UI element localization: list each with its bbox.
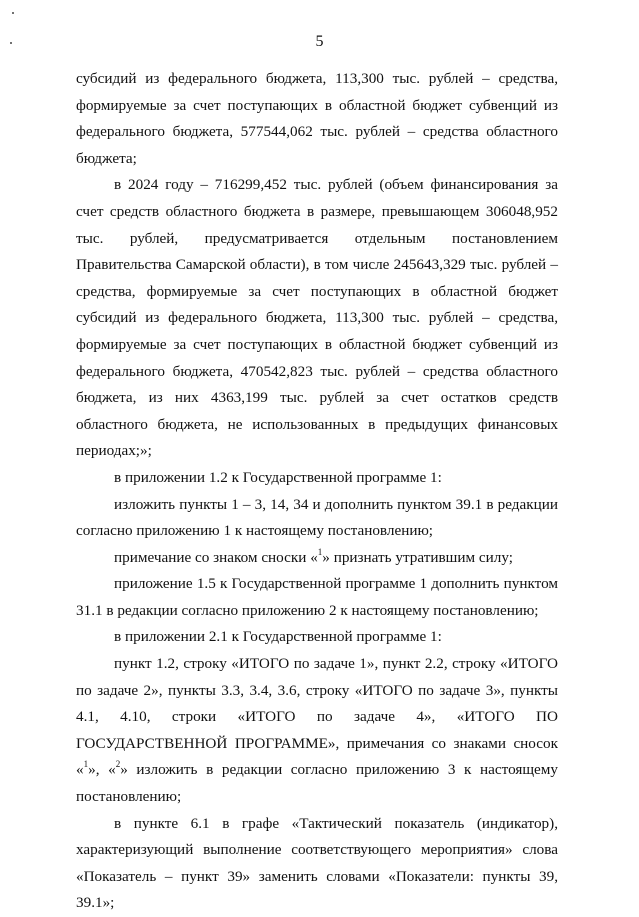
scan-speck <box>12 12 14 14</box>
text-segment: », « <box>88 761 116 779</box>
page-number: 5 <box>315 33 324 50</box>
text-segment: » изложить в редакции согласно приложению 3 к настоящему постановлению; <box>76 761 559 806</box>
paragraph-footnote-note <box>76 545 558 572</box>
paragraph-appendix-2-1: в приложении 2.1 к Государственной программе 1: <box>114 628 442 646</box>
footnote-mark: 1 <box>83 759 89 770</box>
text-segment: пункт 1.2, строку «ИТОГО по задаче 1», пункт 2.2, строку «ИТОГО по задаче 2», пункты 3.3, 3.4, 3.6, строку «ИТОГО по задаче 3», пункты 4.1, 4.10, строки «ИТОГО по задаче 4», «ИТОГО ПО ГОСУДАРСТВЕННОЙ ПРОГРАММЕ», примечания со знаками сносок « <box>76 655 558 779</box>
paragraph-items-itogo <box>76 651 558 811</box>
text-segment: » признать утратившим силу; <box>322 548 513 566</box>
paragraph-appendix-1-2: в приложении 1.2 к Государственной программе 1: <box>114 468 442 486</box>
text-segment: примечание со знаком сноски « <box>114 548 318 566</box>
paragraph-2024-funding: в 2024 году – 716299,452 тыс. рублей (объем финансирования за счет средств областного бюджета в размере, превышающем 306048,952 тыс. рублей, предусматривается отдельным постановлением Правительства Самарской области), в том числе 245643,329 тыс. рублей – средства, формируемые за счет поступающих в областной бюджет субсидий из федерального бюджета, 113,300 тыс. рублей – средства, формируемые за счет поступающих в областной бюджет субвенций из федерального бюджета, 470542,823 тыс. рублей – средства областного бюджета, из них 4363,199 тыс. рублей за счет остатков средств областного бюджета, не использованных в предыдущих финансовых периодах;»; <box>76 176 558 460</box>
paragraph-appendix-1-5: приложение 1.5 к Государственной программе 1 дополнить пунктом 31.1 в редакции согласно приложению 2 к настоящему постановлению; <box>76 575 558 619</box>
paragraph-item-6-1: в пункте 6.1 в графе «Тактический показатель (индикатор), характеризующий выполнение соответствующего мероприятия» слова «Показатель – пункт 39» заменить словами «Показатели: пункты 39, 39.1»; <box>76 814 558 912</box>
document-body <box>76 66 558 917</box>
paragraph-continuation: субсидий из федерального бюджета, 113,300 тыс. рублей – средства, формируемые за счет поступающих в областной бюджет субвенций из федерального бюджета, 577544,062 тыс. рублей – средства областного бюджета; <box>76 70 558 167</box>
footnote-mark: 2 <box>115 759 121 770</box>
paragraph-items-1-3: изложить пункты 1 – 3, 14, 34 и дополнить пунктом 39.1 в редакции согласно приложению 1 к настоящему постановлению; <box>76 495 558 540</box>
footnote-mark: 1 <box>317 546 323 557</box>
